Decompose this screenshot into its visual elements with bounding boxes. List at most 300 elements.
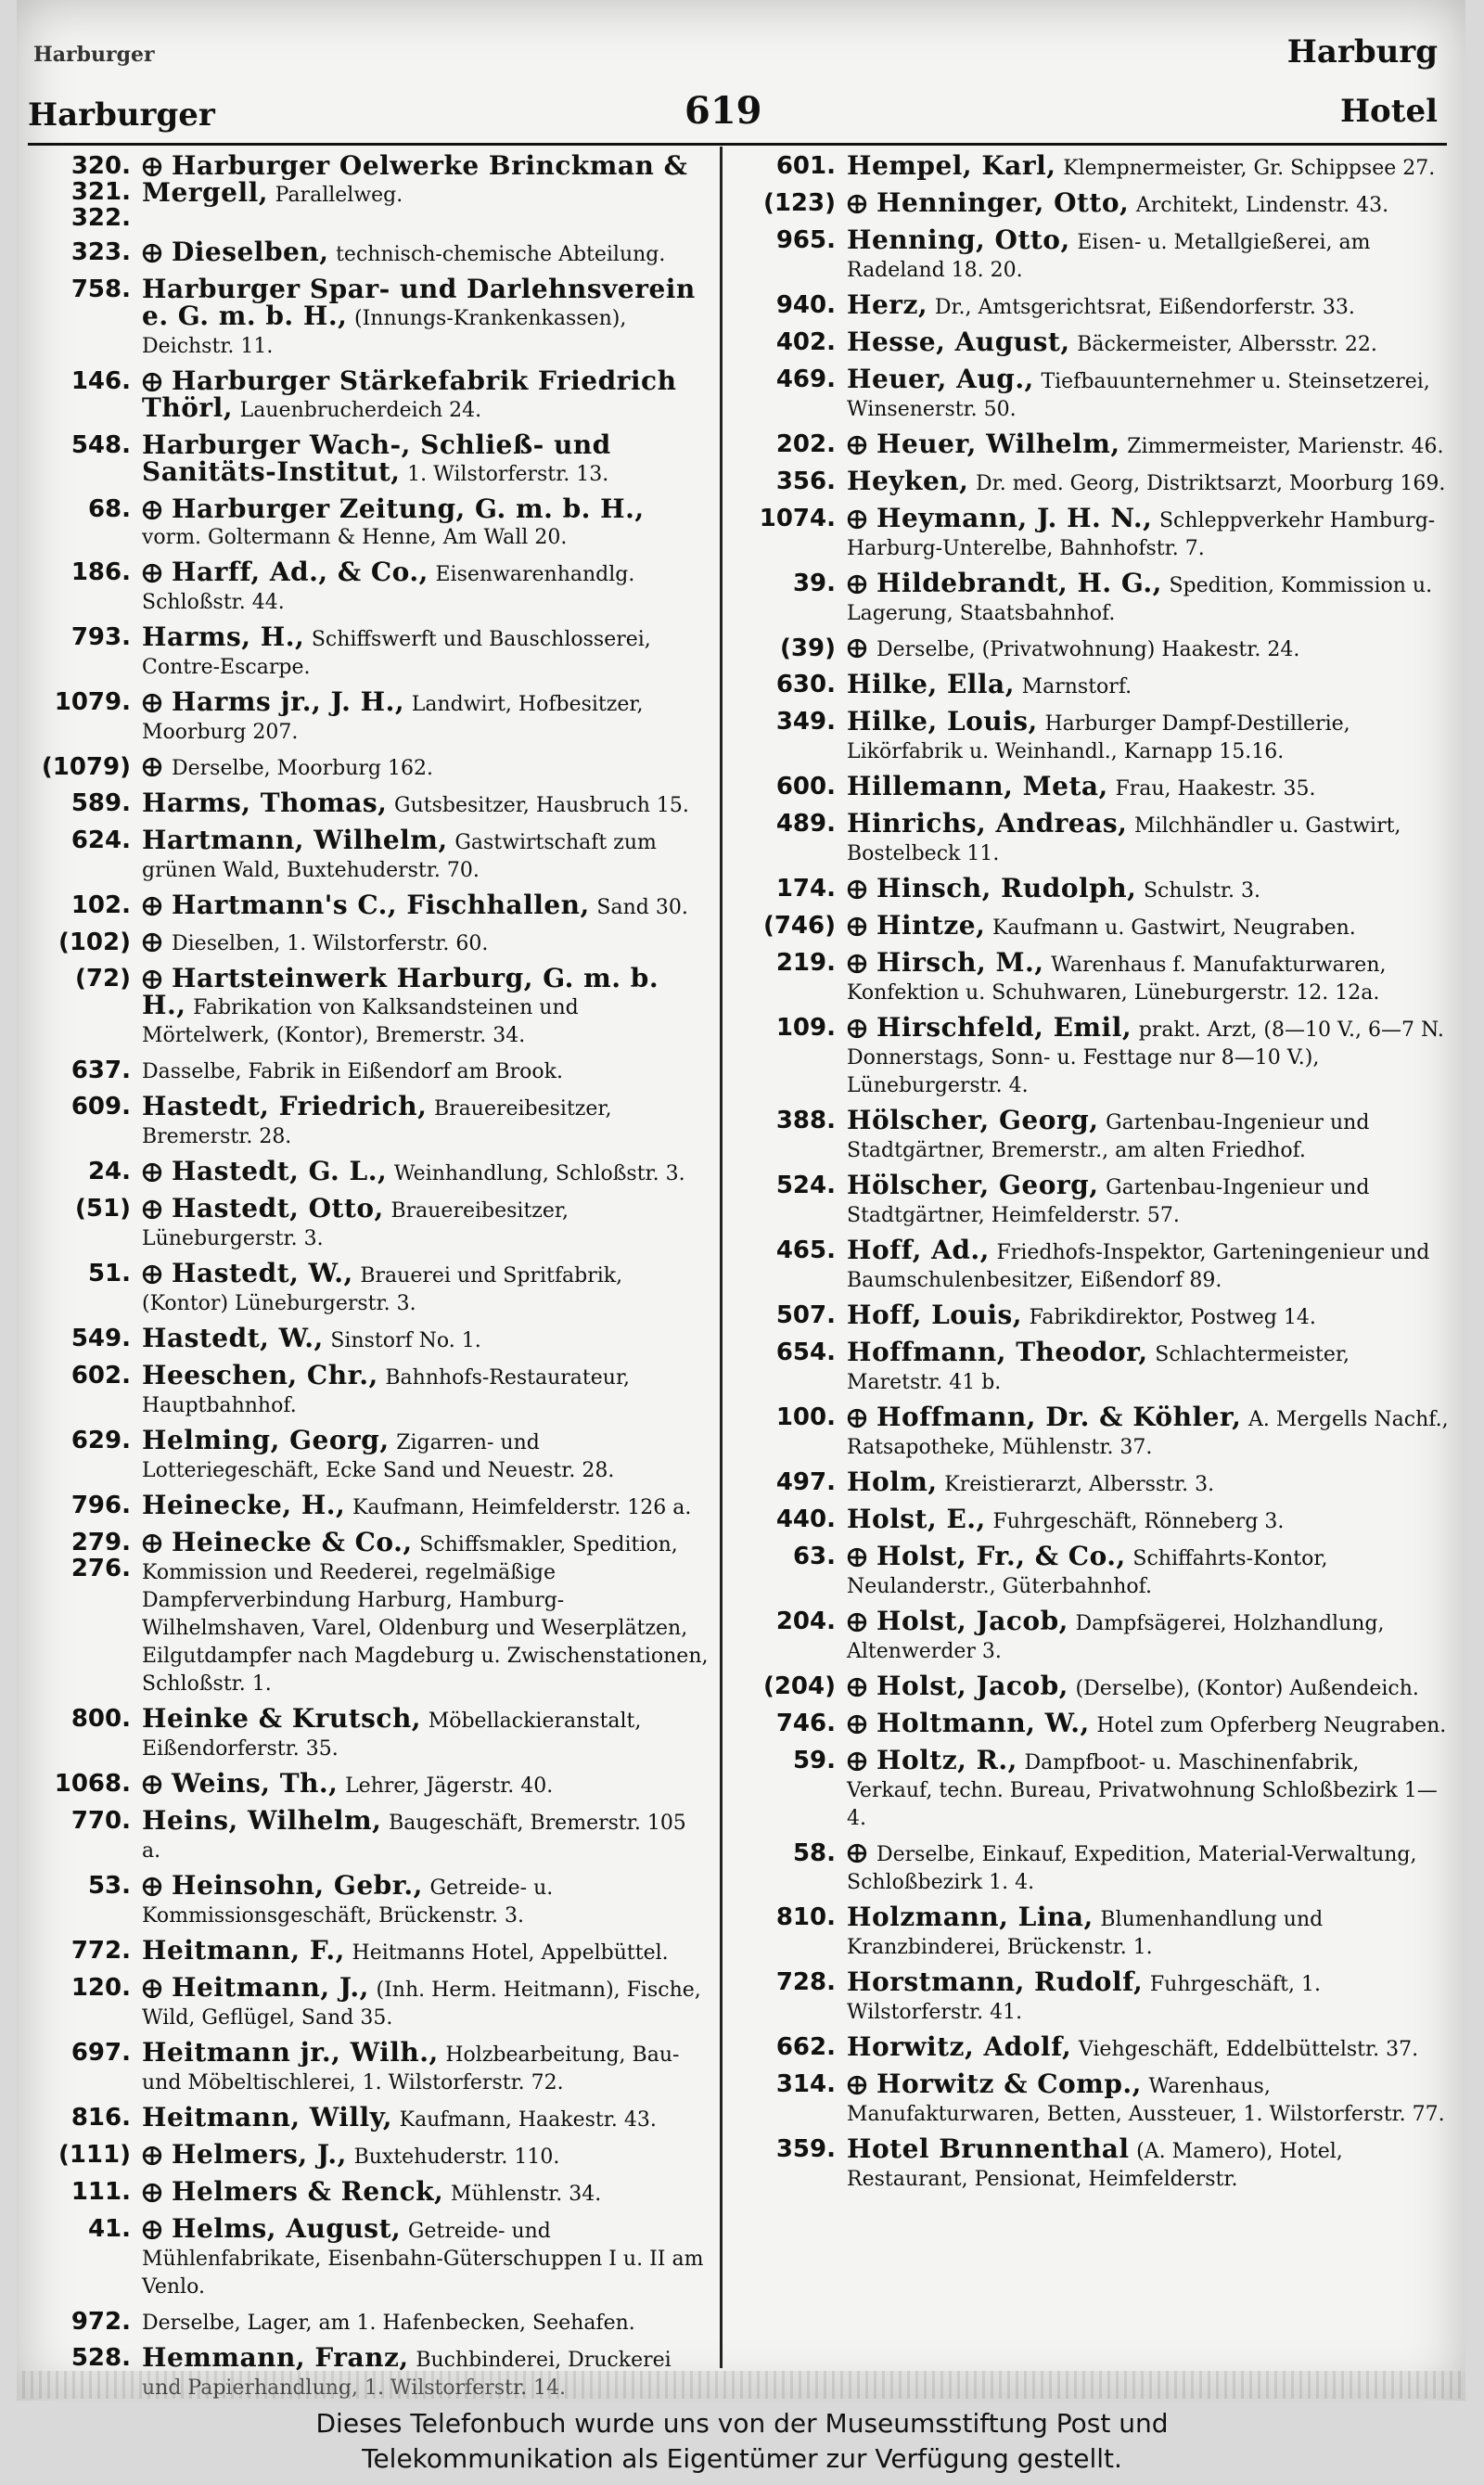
entry-text (142, 1156, 710, 1187)
subscriber-details: Derselbe, (Privatwohnung) Haakestr. 24. (876, 638, 1300, 661)
phone-number: 314. (775, 2070, 836, 2098)
phone-number: 609. (70, 1093, 131, 1121)
subscriber-details: Harburger Dampf-Destillerie, Likörfabrik u. Weinhandl., Karnapp 15.16. (847, 712, 1350, 763)
directory-entry (729, 2031, 1451, 2063)
subscriber-details: Lauenbrucherdeich 24. (239, 399, 482, 422)
phone-number: 388. (775, 1107, 836, 1134)
subscriber-name: Holzmann, Lina, (847, 1902, 1094, 1932)
subscriber-name: Holst, Jacob, (876, 1671, 1068, 1701)
directory-entry (24, 1360, 710, 1419)
phone-number: 320. 321. 322. (70, 152, 131, 232)
phone-number: 402. (775, 328, 836, 356)
phone-number: 602. (70, 1362, 131, 1390)
directory-entry (729, 570, 1451, 627)
subscriber-details: Kaufmann, Heimfelderstr. 126 a. (352, 1496, 692, 1519)
phone-number: 662. (775, 2033, 836, 2061)
subscriber-details: A. Mergells Nachf., Ratsapotheke, Mühlenstr. 37. (847, 1408, 1449, 1459)
entry-text (142, 1057, 710, 1085)
directory-entry (729, 947, 1451, 1006)
entry-text (847, 431, 1451, 460)
directory-entry (729, 1469, 1451, 1498)
entry-text (142, 365, 710, 424)
subscriber-name: Horwitz & Comp., (876, 2069, 1142, 2099)
subscriber-details: Landwirt, Hofbesitzer, Moorburg 207. (142, 693, 644, 744)
phone-number: 120. (70, 1974, 131, 2002)
phone-number: 800. (70, 1705, 131, 1733)
notice-line-1: Dieses Telefonbuch wurde uns von der Museumsstiftung Post und (315, 2408, 1169, 2439)
subscriber-details: Sinstorf No. 1. (330, 1329, 481, 1352)
phone-number: 497. (775, 1468, 836, 1496)
entry-text (847, 224, 1451, 284)
directory-entry (24, 2139, 710, 2171)
phone-number: 654. (775, 1339, 836, 1366)
phone-number: 728. (775, 1968, 836, 1996)
subscriber-details: Warenhaus f. Manufakturwaren, Konfektion u. Schuhwaren, Lüneburgerstr. 12. 12a. (847, 954, 1387, 1005)
subscriber-name: Heinke & Krutsch, (142, 1703, 422, 1734)
entry-text (142, 621, 710, 681)
subscriber-details: technisch-chemische Abteilung. (336, 243, 666, 266)
telephone-mark-icon (142, 896, 162, 916)
directory-entry (729, 1541, 1451, 1600)
subscriber-details: Friedhofs-Inspektor, Garteningenieur und Baumschulenbesitzer, Eißendorf 89. (847, 1241, 1430, 1292)
directory-entry (729, 1608, 1451, 1665)
telephone-mark-icon (847, 574, 867, 595)
phone-number: 186. (70, 558, 131, 586)
subscriber-details: Viehgeschäft, Eddelbüttelstr. 37. (1078, 2038, 1419, 2061)
phone-number: (72) (75, 965, 131, 993)
subscriber-details: Brauerei und Spritfabrik, (Kontor) Lüneburgerstr. 3. (142, 1264, 623, 1315)
directory-entry (24, 929, 710, 957)
subscriber-details: Kreistierarzt, Albersstr. 3. (944, 1473, 1215, 1496)
directory-entry (24, 1425, 710, 1484)
subscriber-name: Heuer, Aug., (847, 364, 1034, 394)
entry-text (142, 2213, 710, 2300)
phone-number: 624. (70, 826, 131, 854)
directory-entry (729, 1966, 1451, 2026)
directory-entry (24, 1870, 710, 1929)
subscriber-name: Heinecke, H., (142, 1490, 346, 1520)
telephone-mark-icon (142, 2220, 162, 2240)
directory-entry (729, 366, 1451, 423)
directory-entry (24, 429, 710, 488)
subscriber-name: Henninger, Otto, (876, 187, 1130, 218)
column-divider (720, 147, 723, 2368)
entry-text (847, 1506, 1451, 1535)
directory-entry (729, 873, 1451, 904)
directory-entry (729, 1506, 1451, 1535)
directory-entry (729, 468, 1451, 497)
telephone-mark-icon (142, 2183, 162, 2203)
directory-entry (24, 1057, 710, 1085)
subscriber-details: Zigarren- und Lotteriegeschäft, Ecke Sand und Neuestr. 28. (142, 1431, 615, 1482)
entry-text (142, 2309, 710, 2337)
subscriber-name: Holst, E., (847, 1504, 986, 1534)
phone-number: 24. (87, 1158, 131, 1185)
telephone-mark-icon (847, 1612, 867, 1633)
subscriber-name: Herz, (847, 289, 928, 320)
directory-entry (729, 187, 1451, 219)
directory-entry (24, 1768, 710, 1800)
directory-entry (729, 289, 1451, 321)
subscriber-name: Hilke, Louis, (847, 706, 1038, 737)
directory-entry (729, 431, 1451, 460)
phone-number: 202. (775, 430, 836, 458)
subscriber-details: Baugeschäft, Bremerstr. 105 a. (142, 1812, 686, 1863)
entry-text (142, 790, 710, 819)
telephone-mark-icon (847, 194, 867, 214)
subscriber-details: Tiefbauunternehmer u. Steinsetzerei, Winsenerstr. 50. (847, 370, 1430, 421)
subscriber-name: Hemmann, Franz, (142, 2342, 409, 2373)
subscriber-details: Schiffsmakler, Spedition, Kommission und Reederei, regelmäßige Dampferverbindung Harburg, Hamburg-Wilhelmshaven, Varel, Oldenburg und Weserplätzen, Eilgutdampfer nach Magdeburg u. Zwischenstationen, Schloßstr. 1. (142, 1533, 709, 1696)
phone-number: 39. (792, 570, 836, 597)
subscriber-name: Holst, Fr., & Co., (876, 1541, 1126, 1571)
directory-entry (729, 910, 1451, 941)
directory-entry (729, 669, 1451, 700)
phone-number: 58. (792, 1839, 836, 1867)
directory-entry (729, 1302, 1451, 1331)
entry-text (142, 1323, 710, 1354)
phone-number: 772. (70, 1937, 131, 1965)
cut-off-line (17, 2371, 1465, 2399)
subscriber-details: Schiffswerft und Bauschlosserei, Contre-Escarpe. (142, 628, 651, 679)
subscriber-details: Schiffahrts-Kontor, Neulanderstr., Güterbahnhof. (847, 1547, 1328, 1598)
entry-text (142, 1193, 710, 1252)
subscriber-name: Hastedt, W., (172, 1258, 353, 1288)
subscriber-details: Dr. med. Georg, Distriktsarzt, Moorburg 169. (976, 472, 1446, 495)
subscriber-details: Getreide- u. Kommissionsgeschäft, Brückenstr. 3. (142, 1877, 554, 1928)
phone-number: 51. (87, 1260, 131, 1287)
directory-entry (729, 1172, 1451, 1229)
telephone-mark-icon (847, 954, 867, 974)
directory-entry (24, 2176, 710, 2208)
subscriber-name: Harms jr., J. H., (172, 686, 405, 717)
directory-entry (24, 493, 710, 551)
entry-text (847, 468, 1451, 497)
page-number: 619 (684, 89, 762, 133)
entry-text (142, 429, 710, 488)
subscriber-name: Henning, Otto, (847, 224, 1070, 255)
subscriber-details: Marnstorf. (1021, 675, 1132, 698)
subscriber-details: Brauereibesitzer, Bremerstr. 28. (142, 1097, 612, 1148)
subscriber-name: Hirsch, M., (876, 947, 1044, 978)
phone-number: 770. (70, 1807, 131, 1835)
entry-text (847, 1541, 1451, 1600)
subscriber-details: (Innungs-Krankenkassen), Deichstr. 11. (142, 307, 627, 358)
directory-entry (24, 1156, 710, 1187)
directory-entry (24, 2037, 710, 2096)
phone-number: 100. (775, 1403, 836, 1431)
entry-text (142, 2037, 710, 2096)
subscriber-details: Schlachtermeister, Maretstr. 41 b. (847, 1343, 1350, 1394)
subscriber-name: Hempel, Karl, (847, 150, 1056, 181)
directory-entry (24, 1091, 710, 1150)
subscriber-details: Lehrer, Jägerstr. 40. (345, 1774, 554, 1798)
phone-number: 63. (792, 1543, 836, 1570)
subscriber-details: Eisen- u. Metallgießerei, am Radeland 18. 20. (847, 231, 1371, 282)
subscriber-name: Harms, H., (142, 621, 305, 652)
entry-text (847, 635, 1451, 663)
directory-entry (24, 754, 710, 782)
subscriber-details: Gutsbesitzer, Hausbruch 15. (394, 794, 689, 817)
directory-entry (24, 1805, 710, 1864)
telephone-mark-icon (142, 157, 162, 177)
subscriber-details: Brauereibesitzer, Lüneburgerstr. 3. (142, 1199, 569, 1250)
directory-entry (729, 2133, 1451, 2193)
phone-number: 972. (70, 2308, 131, 2336)
entry-text (142, 754, 710, 782)
phone-number: 359. (775, 2135, 836, 2163)
subscriber-details: Hotel zum Opferberg Neugraben. (1096, 1714, 1447, 1737)
phone-number: 528. (70, 2344, 131, 2372)
phone-number: 356. (775, 468, 836, 495)
telephone-mark-icon (847, 916, 867, 937)
subscriber-name: Hildebrandt, H. G., (876, 568, 1162, 598)
entry-text (847, 1105, 1451, 1164)
entry-text (847, 1966, 1451, 2026)
subscriber-name: Harburger Zeitung, G. m. b. H., (172, 493, 645, 524)
subscriber-name: Heymann, J. H. N., (876, 503, 1153, 533)
phone-number: 109. (775, 1014, 836, 1042)
entry-text (142, 1091, 710, 1150)
page-header (17, 0, 1465, 148)
subscriber-details: Kaufmann, Haakestr. 43. (399, 2108, 657, 2132)
entry-text (142, 1703, 710, 1762)
entry-text (142, 686, 710, 746)
telephone-mark-icon (847, 1714, 867, 1735)
entry-text (847, 329, 1451, 358)
directory-entry (729, 1404, 1451, 1461)
subscriber-name: Hoff, Ad., (847, 1235, 990, 1265)
entry-text (142, 2176, 710, 2208)
subscriber-name: Heitmann, F., (142, 1935, 345, 1966)
phone-number: (1079) (41, 753, 131, 781)
subscriber-details: (Inh. Herm. Heitmann), Fische, Wild, Geflügel, Sand 35. (142, 1979, 701, 2030)
telephone-mark-icon (847, 1408, 867, 1428)
directory-entry (24, 892, 710, 921)
subscriber-name: Heitmann, J., (172, 1972, 369, 2003)
telephone-mark-icon (847, 638, 867, 659)
phone-number: 279. 276. (70, 1529, 131, 1582)
subscriber-name: Helms, August, (172, 2213, 402, 2244)
subscriber-details: Dasselbe, Fabrik in Eißendorf am Brook. (142, 1060, 563, 1083)
directory-entry (729, 503, 1451, 562)
subscriber-details: Buchbinderei, Druckerei und Papierhandlung, 1. Wilstorferstr. 14. (142, 2349, 672, 2400)
subscriber-name: Hillemann, Meta, (847, 771, 1108, 801)
phone-number: 940. (775, 291, 836, 319)
subscriber-name: Helmers & Renck, (172, 2176, 444, 2207)
entry-text (142, 1527, 710, 1697)
directory-entry (729, 635, 1451, 663)
directory-entry (729, 771, 1451, 802)
subscriber-details: Blumenhandlung und Kranzbinderei, Brückenstr. 1. (847, 1908, 1324, 1959)
phone-number: 629. (70, 1427, 131, 1454)
subscriber-details: Dieselben, 1. Wilstorferstr. 60. (172, 932, 489, 955)
phone-number: 816. (70, 2104, 131, 2132)
directory-entry (24, 963, 710, 1049)
directory-entry (729, 1105, 1451, 1164)
entry-text (847, 1339, 1451, 1396)
subscriber-details: Gastwirtschaft zum grünen Wald, Buxtehuderstr. 70. (142, 831, 657, 882)
directory-entry (24, 1323, 710, 1354)
subscriber-name: Holtz, R., (876, 1745, 1017, 1775)
subscriber-details: Derselbe, Moorburg 162. (172, 757, 433, 780)
telephone-mark-icon (847, 1677, 867, 1697)
directory-entry (24, 827, 710, 884)
subscriber-details: Fuhrgeschäft, Rönneberg 3. (992, 1510, 1285, 1533)
subscriber-details: Eisenwarenhandlg. Schloßstr. 44. (142, 563, 635, 614)
header-rule (28, 143, 1447, 146)
subscriber-name: Hoffmann, Theodor, (847, 1337, 1148, 1367)
directory-entry (24, 686, 710, 746)
entry-text (847, 1012, 1451, 1099)
entry-text (847, 873, 1451, 904)
subscriber-details: Zimmermeister, Marienstr. 46. (1127, 435, 1444, 458)
phone-number: 1074. (759, 505, 836, 532)
phone-number: 68. (87, 495, 131, 523)
entry-text (847, 669, 1451, 700)
directory-entry (24, 1193, 710, 1252)
telephone-mark-icon (142, 969, 162, 990)
directory-entry (24, 1527, 710, 1697)
telephone-mark-icon (142, 1877, 162, 1897)
subscriber-name: Hirschfeld, Emil, (876, 1012, 1132, 1043)
phone-number: 793. (70, 623, 131, 651)
entry-text (847, 366, 1451, 423)
subscriber-name: Hesse, August, (847, 327, 1070, 357)
subscriber-name: Hartsteinwerk Harburg, G. m. b. H., (142, 963, 659, 1020)
phone-number: 697. (70, 2039, 131, 2067)
phone-number: 548. (70, 431, 131, 459)
subscriber-details: Gartenbau-Ingenieur und Stadtgärtner, Bremerstr., am alten Friedhof. (847, 1111, 1370, 1162)
telephone-mark-icon (142, 1264, 162, 1285)
entry-text (847, 706, 1451, 765)
subscriber-details: Parallelweg. (275, 184, 403, 207)
subscriber-name: Harms, Thomas, (142, 788, 388, 818)
subscriber-name: Hotel Brunnenthal (847, 2133, 1130, 2164)
subscriber-name: Harburger Spar- und Darlehnsverein e. G. m. b. H., (142, 274, 696, 331)
subscriber-details: 1. Wilstorferstr. 13. (407, 463, 609, 486)
phone-number: 637. (70, 1057, 131, 1084)
telephone-mark-icon (847, 879, 867, 900)
subscriber-details: (Derselbe), (Kontor) Außendeich. (1075, 1677, 1419, 1700)
subscriber-name: Hartmann's C., Fischhallen, (172, 890, 590, 920)
phone-number: 41. (87, 2215, 131, 2243)
subscriber-details: Getreide- und Mühlenfabrikate, Eisenbahn-Güterschuppen I u. II am Venlo. (142, 2220, 704, 2299)
subscriber-details: Frau, Haakestr. 35. (1115, 777, 1316, 801)
entry-text (847, 2071, 1451, 2128)
entry-text (142, 827, 710, 884)
subscriber-name: Hoffmann, Dr. & Köhler, (876, 1402, 1242, 1432)
directory-page (17, 0, 1465, 2401)
directory-entry (24, 790, 710, 819)
subscriber-name: Horstmann, Rudolf, (847, 1966, 1144, 1997)
entry-text (142, 1768, 710, 1800)
directory-entry (24, 150, 710, 232)
telephone-mark-icon (847, 1751, 867, 1772)
directory-entry (24, 1492, 710, 1521)
telephone-mark-icon (142, 1774, 162, 1795)
subscriber-details: Bahnhofs-Restaurateur, Hauptbahnhof. (142, 1366, 631, 1417)
directory-entry (729, 1904, 1451, 1961)
archive-notice (0, 2401, 1484, 2485)
phone-number: 146. (70, 367, 131, 395)
header-left-top: Harburger (33, 43, 155, 67)
subscriber-name: Heitmann jr., Wilh., (142, 2037, 439, 2068)
phone-number: 524. (775, 1172, 836, 1199)
directory-entry (729, 1710, 1451, 1739)
subscriber-name: Hilke, Ella, (847, 669, 1015, 699)
phone-number: 349. (775, 708, 836, 736)
entry-text (142, 1258, 710, 1317)
directory-entry (729, 329, 1451, 358)
telephone-mark-icon (142, 2146, 162, 2166)
subscriber-details: Dampfsägerei, Holzhandlung, Altenwerder 3. (847, 1612, 1385, 1663)
entry-text (847, 947, 1451, 1006)
phone-number: (111) (58, 2141, 131, 2169)
directory-entry (24, 2309, 710, 2337)
directory-entry (729, 1237, 1451, 1294)
subscriber-name: Heins, Wilhelm, (142, 1805, 382, 1836)
directory-entry (729, 808, 1451, 867)
directory-entry (729, 1012, 1451, 1099)
directory-entry (729, 1673, 1451, 1702)
phone-number: 630. (775, 671, 836, 698)
subscriber-details: Architekt, Lindenstr. 43. (1135, 194, 1389, 217)
phone-number: 965. (775, 226, 836, 254)
subscriber-details: Gartenbau-Ingenieur und Stadtgärtner, Heimfelderstr. 57. (847, 1176, 1370, 1227)
subscriber-name: Hastedt, Otto, (172, 1193, 384, 1223)
subscriber-details: Warenhaus, Manufakturwaren, Betten, Aussteuer, 1. Wilstorferstr. 77. (847, 2075, 1445, 2126)
entry-text (142, 1492, 710, 1521)
phone-number: 758. (70, 275, 131, 303)
subscriber-details: Möbellackieranstalt, Eißendorferstr. 35. (142, 1710, 642, 1761)
header-right-keyword: Hotel (1339, 93, 1438, 130)
subscriber-name: Hinrichs, Andreas, (847, 808, 1128, 839)
subscriber-name: Hartmann, Wilhelm, (142, 825, 448, 855)
entry-text (847, 1840, 1451, 1896)
phone-number: (204) (762, 1672, 836, 1700)
subscriber-details: Derselbe, Lager, am 1. Hafenbecken, Seehafen. (142, 2312, 635, 2335)
directory-entry (24, 2213, 710, 2300)
subscriber-details: Spedition, Kommission u. Lagerung, Staatsbahnhof. (847, 574, 1433, 625)
subscriber-details: Kaufmann u. Gastwirt, Neugraben. (992, 916, 1356, 940)
header-right-top: Harburg (1286, 33, 1438, 70)
telephone-mark-icon (142, 500, 162, 520)
subscriber-name: Hoff, Louis, (847, 1300, 1022, 1330)
subscriber-name: Harburger Wach-, Schließ- und Sanitäts-Institut, (142, 429, 611, 487)
subscriber-details: vorm. Goltermann & Henne, Am Wall 20. (142, 526, 568, 549)
entry-text (142, 2102, 710, 2133)
entry-text (142, 1972, 710, 2031)
entry-text (847, 1172, 1451, 1229)
telephone-mark-icon (847, 1843, 867, 1864)
directory-entry (24, 621, 710, 681)
telephone-mark-icon (847, 509, 867, 530)
left-column (24, 150, 710, 2400)
subscriber-details: Milchhändler u. Gastwirt, Bostelbeck 11. (847, 814, 1401, 865)
entry-text (847, 771, 1451, 802)
subscriber-details: Dr., Amtsgerichtsrat, Eißendorferstr. 33. (934, 296, 1355, 319)
subscriber-name: Heeschen, Chr., (142, 1360, 378, 1390)
entry-text (142, 1425, 710, 1484)
subscriber-details: Schleppverkehr Hamburg-Harburg-Unterelbe, Bahnhofstr. 7. (847, 509, 1436, 560)
telephone-mark-icon (142, 932, 162, 953)
subscriber-name: Hölscher, Georg, (847, 1105, 1099, 1135)
phone-number: 796. (70, 1492, 131, 1519)
right-column (729, 150, 1451, 2370)
phone-number: 323. (70, 238, 131, 266)
directory-entry (24, 276, 710, 360)
